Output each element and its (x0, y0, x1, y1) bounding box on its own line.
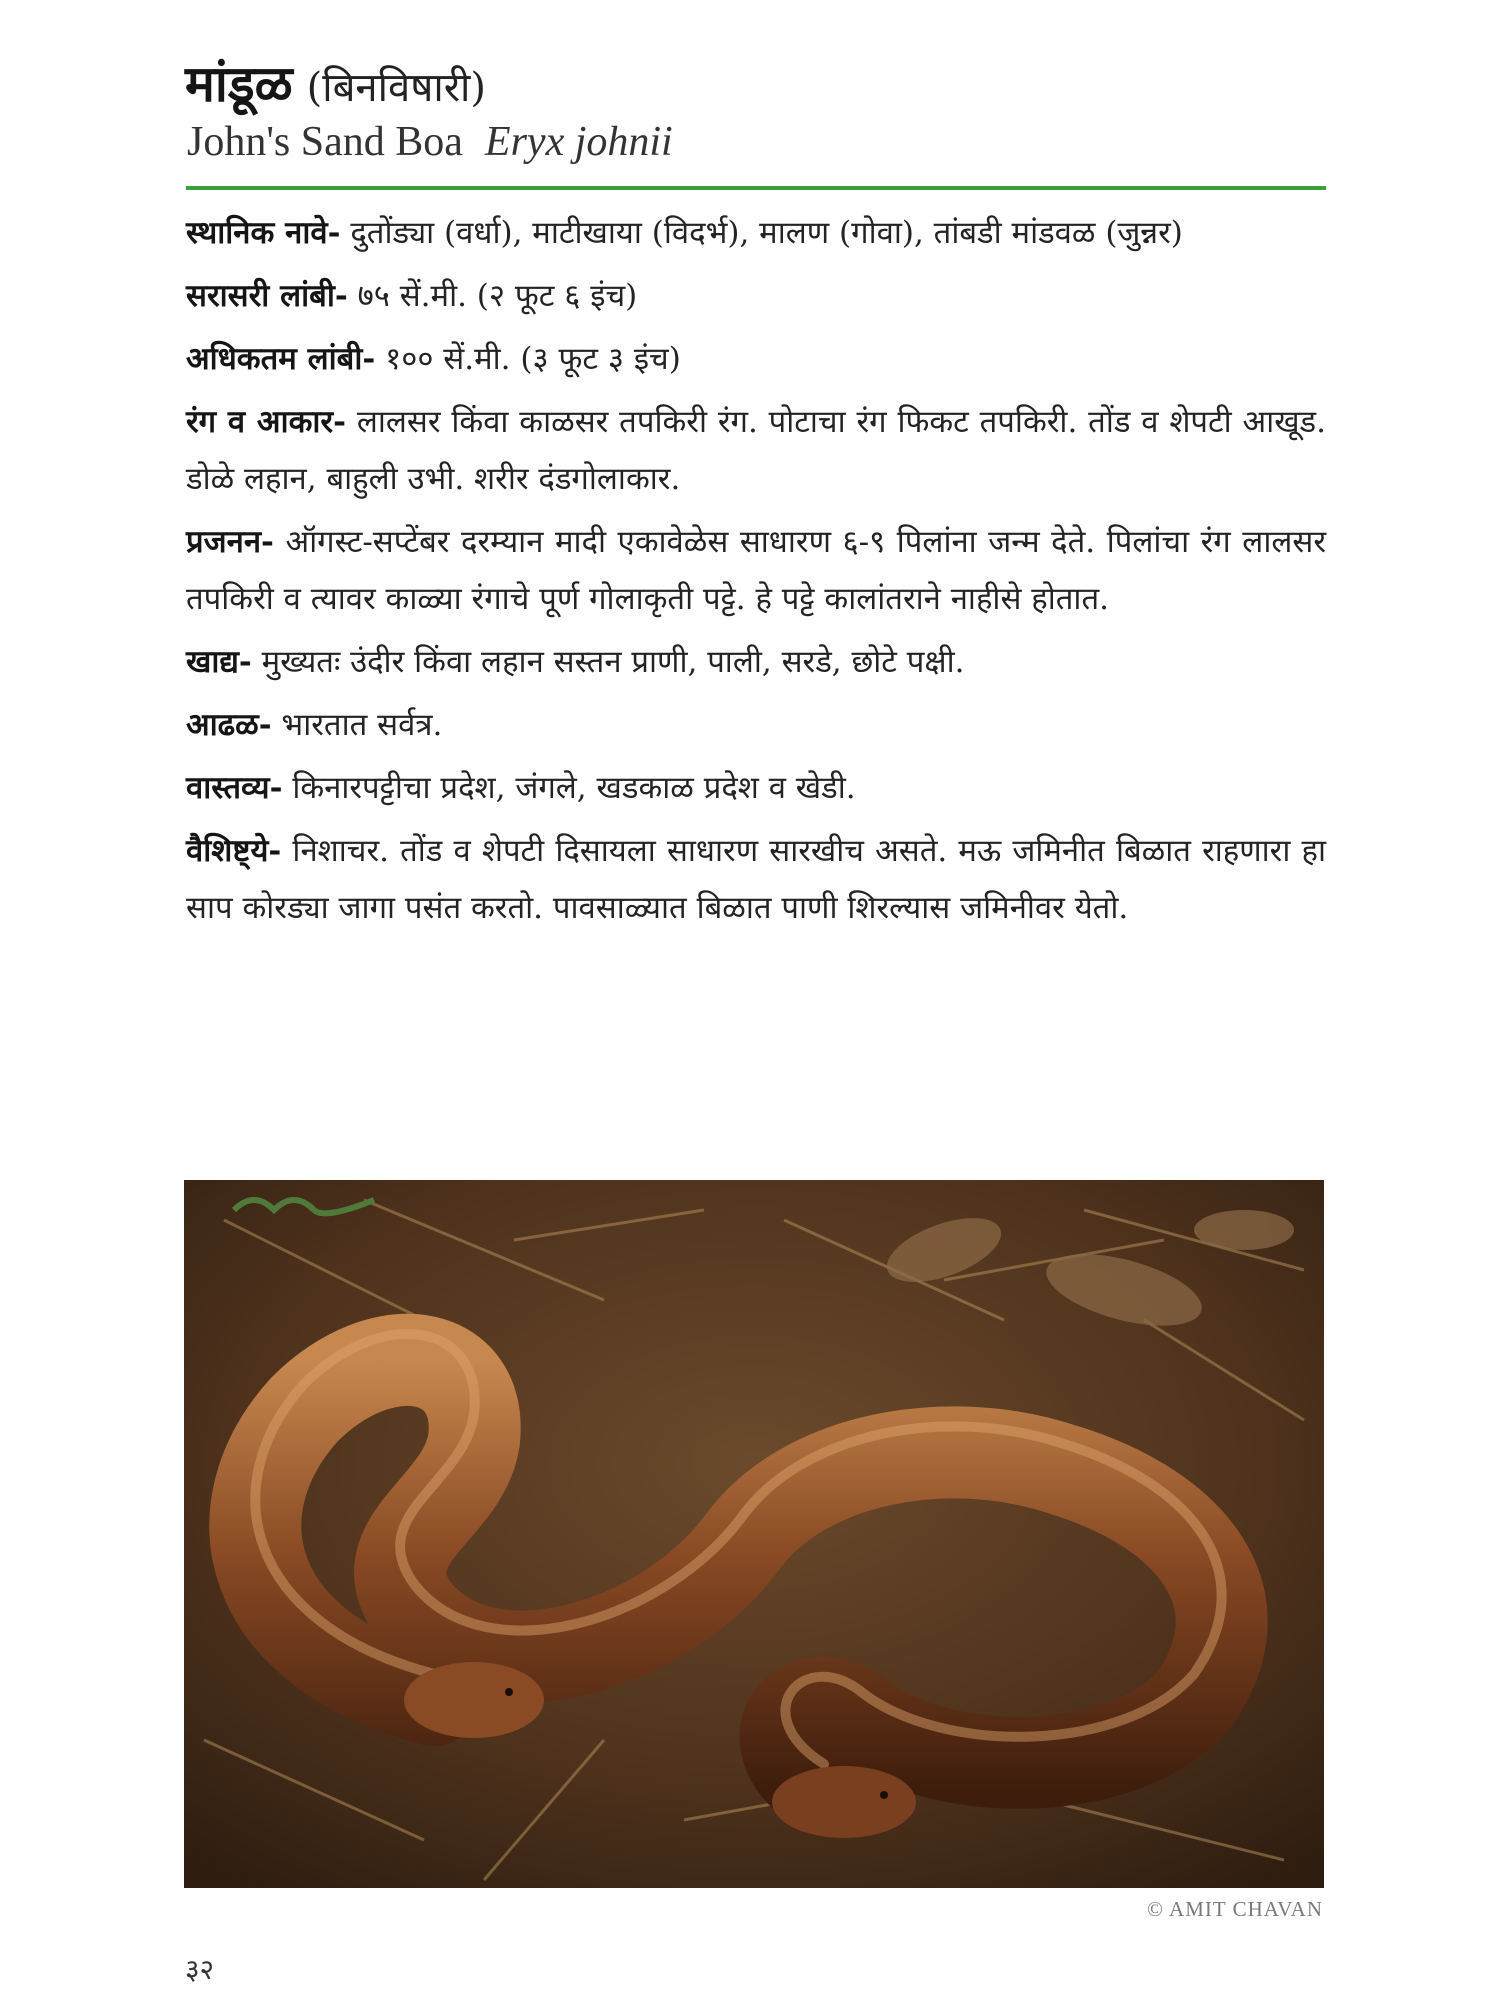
section-diet (186, 634, 1326, 691)
section-text: भारतात सर्वत्र. (281, 707, 443, 743)
species-marathi-name: मांडूळ (185, 54, 293, 113)
section-text: दुतोंड्या (वर्धा), माटीखाया (विदर्भ), मालण (गोवा), तांबडी मांडवळ (जुन्नर) (350, 215, 1183, 251)
section-text: १०० सें.मी. (३ फूट ३ इंच) (385, 341, 681, 377)
section-label: खाद्य- (186, 644, 252, 680)
photo-credit: © AMIT CHAVAN (1147, 1897, 1323, 1921)
section-features (186, 823, 1326, 937)
species-description (186, 205, 1326, 943)
species-english-line (187, 118, 673, 166)
section-average-length (186, 268, 1326, 325)
english-name: John's Sand Boa (187, 119, 463, 165)
section-text: लालसर किंवा काळसर तपकिरी रंग. पोटाचा रंग फिकट तपकिरी. तोंड व शेपटी आखूड. डोळे लहान, बाहुली उभी. शरीर दंडगोलाकार. (186, 404, 1326, 497)
section-text: किनारपट्टीचा प्रदेश, जंगले, खडकाळ प्रदेश व खेडी. (292, 770, 856, 806)
section-label: वास्तव्य- (186, 770, 283, 806)
snake-photo-illustration (184, 1180, 1324, 1888)
section-breeding (186, 514, 1326, 628)
section-label: रंग व आकार- (186, 404, 346, 440)
section-distribution (186, 697, 1326, 754)
section-text: ७५ सें.मी. (२ फूट ६ इंच) (357, 278, 638, 314)
section-habitat (186, 760, 1326, 817)
venom-status: (बिनविषारी) (306, 65, 487, 111)
species-title-line (185, 48, 486, 116)
section-local-names (186, 205, 1326, 262)
page-number: ३२ (185, 1953, 215, 1986)
snake-photo (184, 1180, 1324, 1888)
section-max-length (186, 331, 1326, 388)
section-label: सरासरी लांबी- (186, 278, 348, 314)
section-label: प्रजनन- (186, 524, 274, 560)
scientific-name: Eryx johnii (484, 119, 673, 165)
section-label: स्थानिक नावे- (186, 215, 341, 251)
section-label: आढळ- (186, 707, 272, 743)
section-text: मुख्यतः उंदीर किंवा लहान सस्तन प्राणी, पाली, सरडे, छोटे पक्षी. (261, 644, 965, 680)
section-color-shape (186, 394, 1326, 508)
section-text: ऑगस्ट-सप्टेंबर दरम्यान मादी एकावेळेस साधारण ६-९ पिलांना जन्म देते. पिलांचा रंग लालसर तपकिरी व त्यावर काळ्या रंगाचे पूर्ण गोलाकृती पट्टे. हे पट्टे कालांतराने नाहीसे होतात. (186, 524, 1327, 617)
section-label: वैशिष्ट्ये- (186, 833, 282, 869)
header-divider (186, 186, 1326, 190)
section-label: अधिकतम लांबी- (186, 341, 376, 377)
section-text: निशाचर. तोंड व शेपटी दिसायला साधारण सारखीच असते. मऊ जमिनीत बिळात राहणारा हा साप कोरड्या जागा पसंत करतो. पावसाळ्यात बिळात पाणी शिरल्यास जमिनीवर येतो. (186, 833, 1326, 926)
